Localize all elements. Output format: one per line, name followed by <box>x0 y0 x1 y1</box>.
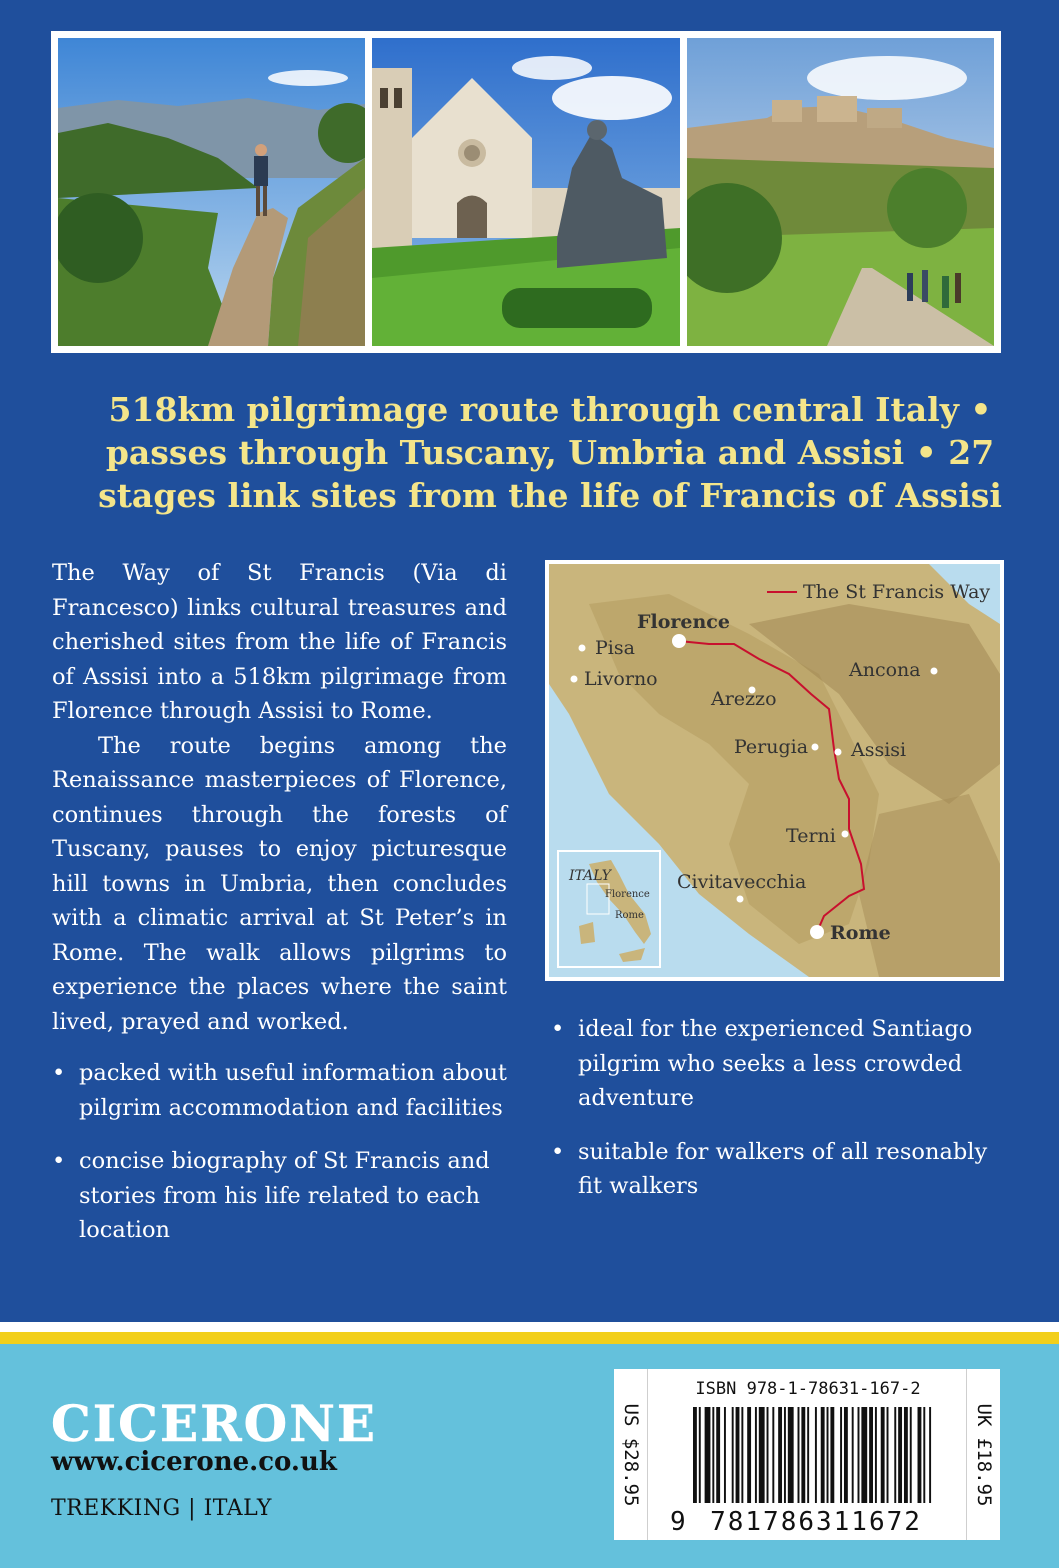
barcode-bar <box>904 1407 908 1503</box>
ancona-marker <box>931 668 938 675</box>
route-map <box>545 560 1004 981</box>
legend-label: The St Francis Way <box>803 581 991 603</box>
barcode-bar <box>898 1407 902 1503</box>
barcode-bar <box>875 1407 877 1503</box>
isbn-first-digit: 9 <box>670 1507 686 1537</box>
barcode-bar <box>827 1407 829 1503</box>
barcode-bar <box>858 1407 860 1503</box>
photo-basilica-assisi <box>372 38 680 346</box>
feature-item <box>551 1012 1006 1116</box>
price-us <box>614 1369 648 1540</box>
feature-item <box>52 1144 507 1248</box>
assisi-label: Assisi <box>851 739 907 761</box>
barcode-bar <box>755 1407 757 1503</box>
livorno-marker <box>571 676 578 683</box>
publisher-logo: CICERONE <box>51 1394 378 1453</box>
feature-item <box>551 1135 1006 1204</box>
bullet-icon: • <box>52 1060 66 1086</box>
back-cover-footer <box>0 1344 1059 1568</box>
publisher-website: www.cicerone.co.uk <box>51 1447 337 1477</box>
livorno-label: Livorno <box>584 668 658 690</box>
florence-label: Florence <box>637 611 730 633</box>
rome-marker <box>810 925 824 939</box>
barcode-bar <box>732 1407 734 1503</box>
feature-text: concise biography of St Francis and stories from his life related to each location <box>79 1148 490 1243</box>
barcode-bar <box>894 1407 896 1503</box>
barcode-bar <box>887 1407 889 1503</box>
photo-hiker-trail <box>58 38 365 346</box>
isbn-label: ISBN 978-1-78631-167-2 <box>695 1379 921 1399</box>
barcode-bar <box>852 1407 854 1503</box>
price-uk-text: UK £18.95 <box>972 1403 995 1506</box>
terni-marker <box>842 831 849 838</box>
inset-rome-label: Rome <box>615 910 644 921</box>
barcode-bar <box>869 1407 873 1503</box>
bullet-icon: • <box>52 1148 66 1174</box>
barcode-bar <box>724 1407 726 1503</box>
civitavecchia-label: Civitavecchia <box>677 871 807 893</box>
feature-list-right <box>551 1012 1006 1223</box>
feature-text: ideal for the experienced Santiago pilgrim who seeks a less crowded adventure <box>578 1016 973 1111</box>
civitavecchia-marker <box>737 896 744 903</box>
barcode-bar <box>801 1407 805 1503</box>
feature-item <box>52 1056 507 1125</box>
barcode-bar <box>772 1407 774 1503</box>
barcode-bar <box>736 1407 740 1503</box>
pisa-marker <box>579 645 586 652</box>
bullet-icon: • <box>551 1016 565 1042</box>
perugia-marker <box>812 744 819 751</box>
barcode-bar <box>929 1407 931 1503</box>
bullet-icon: • <box>551 1138 565 1165</box>
barcode-bar <box>840 1407 842 1503</box>
isbn-remaining-digits: 781786311672 <box>710 1507 922 1537</box>
barcode-bar <box>784 1407 786 1503</box>
barcode <box>693 1407 933 1503</box>
barcode-bar <box>798 1407 800 1503</box>
barcode-bar <box>759 1407 765 1503</box>
barcode-bar <box>693 1407 697 1503</box>
barcode-bar <box>741 1407 743 1503</box>
perugia-label: Perugia <box>734 736 809 758</box>
barcode-bar <box>861 1407 867 1503</box>
barcode-bar <box>788 1407 794 1503</box>
ancona-label: Ancona <box>849 659 921 681</box>
barcode-bar <box>778 1407 782 1503</box>
assisi-marker <box>835 749 842 756</box>
description <box>52 556 507 1039</box>
barcode-bar <box>910 1407 912 1503</box>
barcode-bar <box>699 1407 701 1503</box>
barcode-bar <box>918 1407 922 1503</box>
barcode-bar <box>881 1407 885 1503</box>
description-paragraph-2: The route begins among the Renaissance masterpieces of Florence, continues through the forests of Tuscany, pauses to enjoy picturesque hill towns in Umbria, then concludes with a climatic arrival at St Peter’s in Rome. The walk allows pilgrims to experience the places where the saint lived, prayed and worked. <box>52 732 507 1035</box>
barcode-bar <box>712 1407 714 1503</box>
feature-text: packed with useful information about pilgrim accommodation and facilities <box>79 1060 507 1121</box>
barcode-bar <box>830 1407 834 1503</box>
description-paragraph-1: The Way of St Francis (Via di Francesco) links cultural treasures and cherished sites from the life of Francis of Assisi into a 518km pilgrimage from Florence through Assisi to Rome. <box>52 560 507 724</box>
feature-list-left <box>52 1056 507 1267</box>
rome-label: Rome <box>830 922 891 944</box>
terni-label: Terni <box>786 825 836 847</box>
barcode-bars <box>693 1407 933 1503</box>
barcode-bar <box>807 1407 809 1503</box>
photo-walkers-road <box>687 38 994 346</box>
barcode-panel <box>614 1369 1000 1540</box>
pisa-label: Pisa <box>595 637 635 659</box>
barcode-bar <box>844 1407 848 1503</box>
divider-stripe-white <box>0 1322 1059 1332</box>
barcode-bar <box>705 1407 711 1503</box>
barcode-bar <box>821 1407 825 1503</box>
barcode-bar <box>923 1407 925 1503</box>
barcode-bar <box>747 1407 751 1503</box>
arezzo-label: Arezzo <box>711 688 777 710</box>
book-category: TREKKING | ITALY <box>51 1496 272 1521</box>
barcode-bar <box>767 1407 769 1503</box>
map-mountains-south <box>859 794 1000 977</box>
inset-country-label: ITALY <box>569 868 611 884</box>
inset-florence-label: Florence <box>605 889 650 900</box>
barcode-bar <box>815 1407 817 1503</box>
price-uk <box>966 1369 1000 1540</box>
photo-strip <box>51 31 1001 353</box>
barcode-bar <box>716 1407 720 1503</box>
tagline: 518km pilgrimage route through central Italy • passes through Tuscany, Umbria and Assisi • 27 stages link sites from the life of Francis of Assisi <box>98 390 1002 515</box>
florence-marker <box>672 634 686 648</box>
feature-text: suitable for walkers of all resonably fit walkers <box>578 1138 988 1199</box>
divider-stripe-yellow <box>0 1332 1059 1344</box>
route-map-graphic <box>549 564 1000 977</box>
price-us-text: US $28.95 <box>619 1403 642 1506</box>
